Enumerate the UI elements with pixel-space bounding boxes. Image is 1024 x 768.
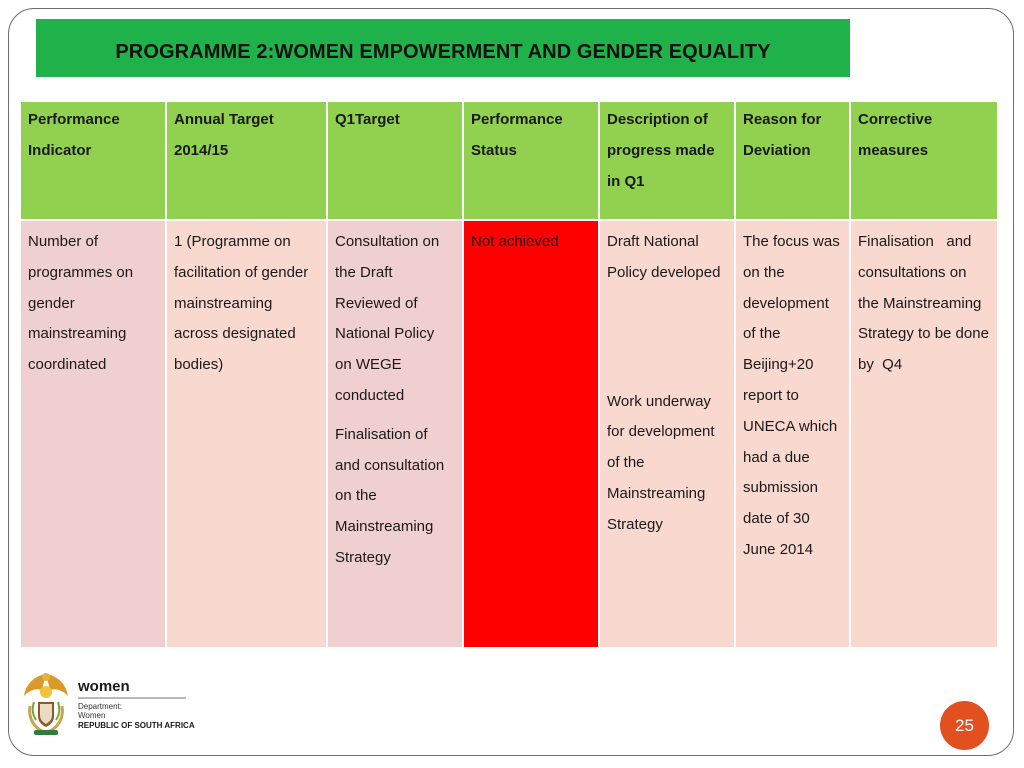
title-bar — [36, 19, 850, 77]
slide-title: PROGRAMME 2:WOMEN EMPOWERMENT AND GENDER EQUALITY — [115, 40, 771, 63]
cell-performance-status: Not achieved — [463, 220, 599, 648]
logo-dept-line-2: Women — [78, 711, 106, 720]
logo-wordmark: women — [78, 678, 130, 695]
logo-divider — [78, 697, 186, 699]
table-row — [20, 220, 998, 648]
progress-item-2: Work underway for development of the Mainstreaming Strategy — [607, 392, 715, 533]
performance-table — [19, 100, 999, 649]
department-logo — [20, 668, 210, 740]
cell-indicator: Number of programmes on gender mainstreaming coordinated — [20, 220, 166, 648]
cell-annual-target: 1 (Programme on facilitation of gender mainstreaming across designated bodies) — [166, 220, 327, 648]
table-header-row — [20, 101, 998, 220]
header-corrective-measures: Corrective measures — [850, 101, 998, 220]
header-q1-target: Q1Target — [327, 101, 463, 220]
logo-country: REPUBLIC OF SOUTH AFRICA — [78, 721, 195, 730]
logo-department — [78, 702, 122, 720]
header-reason-for-deviation: Reason for Deviation — [735, 101, 850, 220]
cell-reason: The focus was on the development of the Beijing+20 report to UNECA which had a due submission date of 30 June 2014 — [735, 220, 850, 648]
q1-target-item-1: Consultation on the Draft Reviewed of National Policy on WEGE conducted — [335, 233, 440, 404]
header-annual-target: Annual Target 2014/15 — [166, 101, 327, 220]
progress-item-1: Draft National Policy developed — [607, 233, 721, 281]
cell-corrective: Finalisation and consultations on the Mainstreaming Strategy to be done by Q4 — [850, 220, 998, 648]
coat-of-arms-icon — [20, 668, 72, 740]
cell-progress — [599, 220, 735, 648]
cell-q1-target — [327, 220, 463, 648]
header-performance-status: Performance Status — [463, 101, 599, 220]
logo-dept-line-1: Department: — [78, 702, 123, 711]
header-performance-indicator: Performance Indicator — [20, 101, 166, 220]
q1-target-item-2: Finalisation of and consultation on the Mainstreaming Strategy — [335, 425, 445, 566]
page-number-badge: 25 — [940, 701, 989, 750]
header-description-of-progress: Description of progress made in Q1 — [599, 101, 735, 220]
